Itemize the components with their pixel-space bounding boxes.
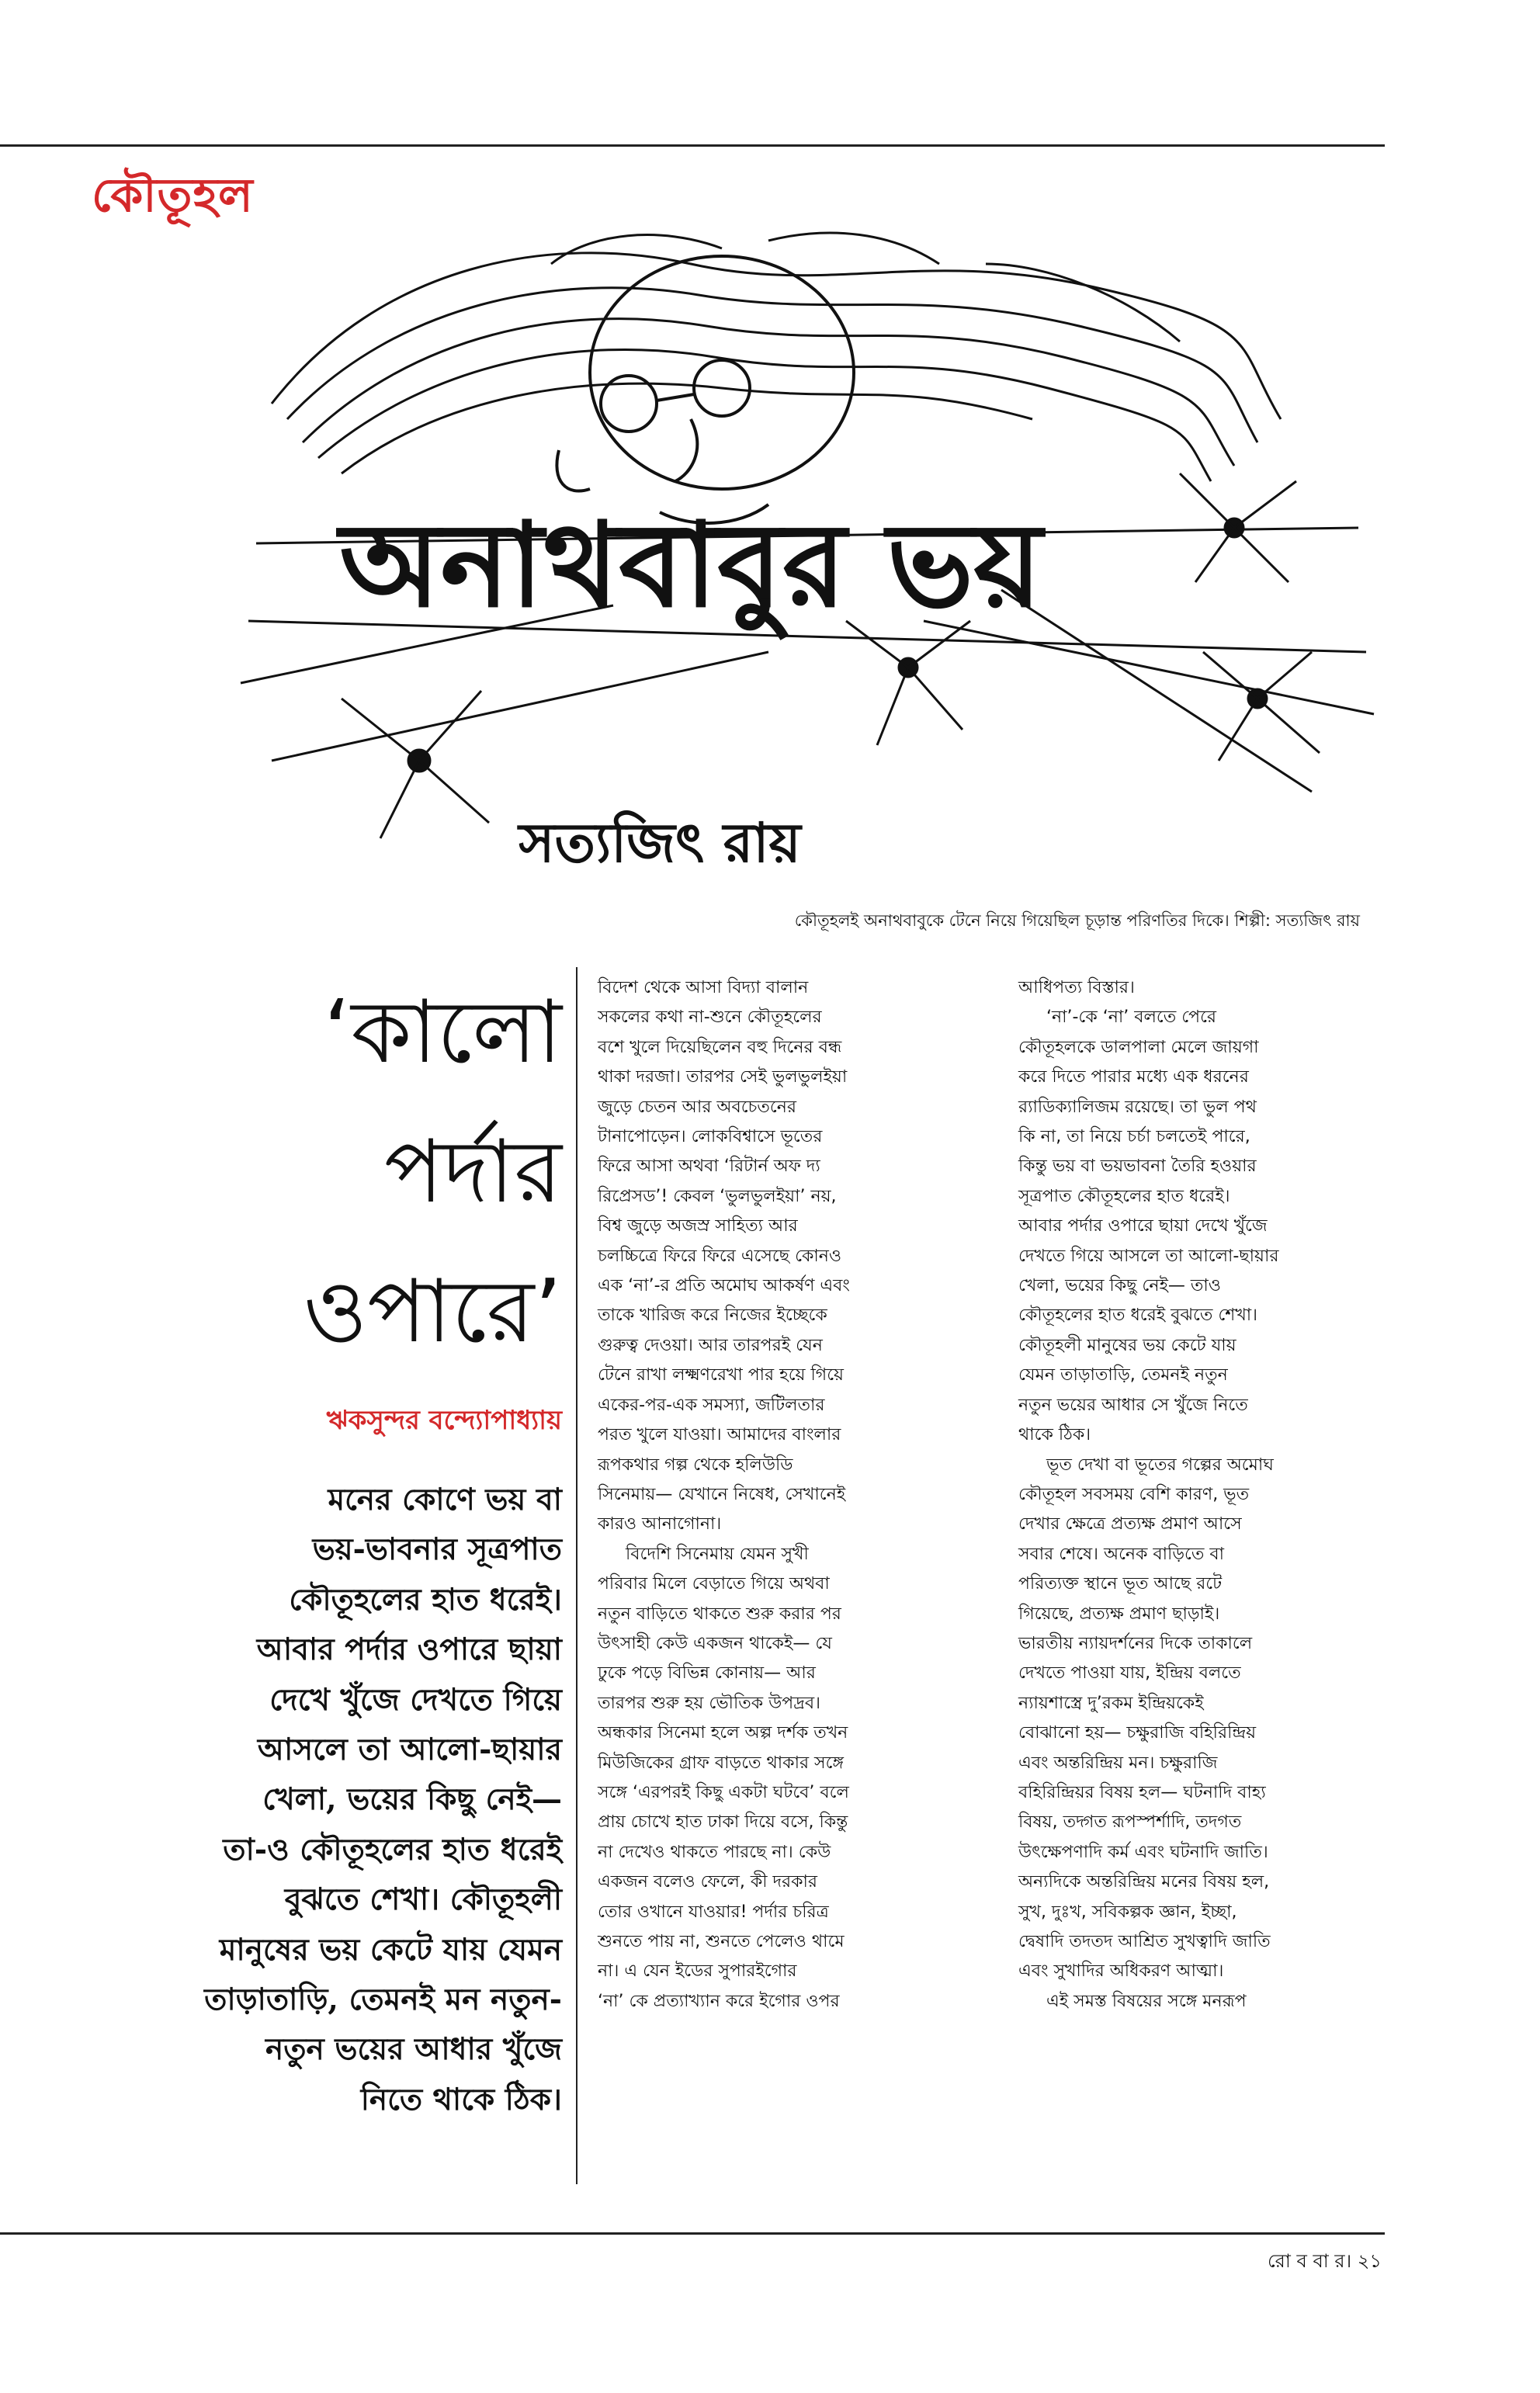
body-line: বশে খুলে দিয়েছিলেন বহু দিনের বন্ধ xyxy=(598,1037,842,1057)
body-line: আধিপত্য বিস্তার। xyxy=(1018,978,1135,997)
body-line: ভূত দেখা বা ভূতের গল্পের অমোঘ xyxy=(1046,1455,1274,1475)
body-line: বিশ্ব জুড়ে অজস্র সাহিত্য আর xyxy=(598,1216,798,1236)
body-line: অন্ধকার সিনেমা হলে অল্প দর্শক তখন xyxy=(598,1723,848,1743)
body-line: কৌতূহলকে ডালপালা মেলে জায়গা xyxy=(1018,1037,1259,1057)
body-line: পরিবার মিলে বেড়াতে গিয়ে অথবা xyxy=(598,1574,830,1594)
body-line: বহিরিন্দ্রিয়র বিষয় হল— ঘটনাদি বাহ্য xyxy=(1018,1782,1266,1802)
body-line: গুরুত্ব দেওয়া। আর তারপরই যেন xyxy=(598,1335,823,1355)
pullquote-line: মনের কোণে ভয় বা xyxy=(328,1482,562,1517)
pullquote-line: নিতে থাকে ঠিক। xyxy=(360,2081,562,2117)
body-line: আবার পর্দার ওপারে ছায়া দেখে খুঁজে xyxy=(1018,1216,1268,1236)
pullquote-line: আসলে তা আলো-ছায়ার xyxy=(257,1732,562,1768)
page-footer: রো ব বা র। ২১ xyxy=(1267,2250,1382,2272)
section-label: কৌতূহল xyxy=(92,168,254,223)
body-line: দেখার ক্ষেত্রে প্রত্যক্ষ প্রমাণ আসে xyxy=(1018,1514,1242,1535)
body-line: না দেখেও থাকতে পারছে না। কেউ xyxy=(598,1842,831,1862)
paragraph xyxy=(1018,1003,1389,1450)
body-line: থাকে ঠিক। xyxy=(1018,1425,1091,1445)
body-line: রূপকথার গল্প থেকে হলিউডি xyxy=(598,1455,793,1475)
pullquote-line: ভয়-ভাবনার সূত্রপাত xyxy=(312,1531,562,1568)
column-divider xyxy=(576,967,578,2184)
pullquote-line: আবার পর্দার ওপারে ছায়া xyxy=(256,1632,562,1668)
body-line: টানাপোড়েন। লোকবিশ্বাসে ভূতের xyxy=(598,1127,823,1147)
body-line: টেনে রাখা লক্ষ্মণরেখা পার হয়ে গিয়ে xyxy=(598,1365,845,1386)
body-line: ঢুকে পড়ে বিভিন্ন কোনায়— আর xyxy=(598,1663,816,1684)
body-line: উৎক্ষেপণাদি কর্ম এবং ঘটনাদি জাতি। xyxy=(1018,1842,1268,1862)
pullquote-line: খেলা, ভয়ের কিছু নেই— xyxy=(262,1781,562,1818)
body-line: তাকে খারিজ করে নিজের ইচ্ছেকে xyxy=(598,1306,827,1326)
body-column-2 xyxy=(1018,973,1389,2017)
headline-line: ‘কালো xyxy=(323,982,562,1083)
body-line: দ্বেষাদি তদতদ আশ্রিত সুখত্বাদি জাতি xyxy=(1018,1932,1271,1951)
body-line: নতুন ভয়ের আধার সে খুঁজে নিতে xyxy=(1018,1395,1248,1415)
body-line: সিনেমায়— যেখানে নিষেধ, সেখানেই xyxy=(598,1484,846,1504)
body-line: মিউজিকের গ্রাফ বাড়তে থাকার সঙ্গে xyxy=(598,1753,845,1773)
pullquote-line: বুঝতে শেখা। কৌতূহলী xyxy=(284,1881,562,1918)
body-line: চলচ্চিত্রে ফিরে ফিরে এসেছে কোনও xyxy=(598,1246,842,1266)
body-line: পরিত্যক্ত স্থানে ভূত আছে রটে xyxy=(1018,1574,1223,1594)
body-line: একজন বলেও ফেলে, কী দরকার xyxy=(598,1872,818,1892)
top-rule xyxy=(0,144,1385,147)
body-line: কৌতূহল সবসময় বেশি কারণ, ভূত xyxy=(1018,1484,1250,1504)
headline-line: ওপারে’ xyxy=(303,1261,562,1362)
body-line: এই সমস্ত বিষয়ের সঙ্গে মনরূপ xyxy=(1046,1991,1247,2011)
body-line: দেখতে পাওয়া যায়, ইন্দ্রিয় বলতে xyxy=(1018,1663,1241,1684)
body-line: খেলা, ভয়ের কিছু নেই— তাও xyxy=(1018,1276,1222,1296)
body-line: ন্যায়শাস্ত্রে দু’রকম ইন্দ্রিয়কেই xyxy=(1018,1693,1204,1713)
body-line: ভারতীয় ন্যায়দর্শনের দিকে তাকালে xyxy=(1018,1633,1253,1653)
pullquote-line: মানুষের ভয় কেটে যায় যেমন xyxy=(219,1931,562,1968)
image-caption: কৌতূহলই অনাথবাবুকে টেনে নিয়ে গিয়েছিল চূড়ান্ত পরিণতির দিকে। শিল্পী: সত্যজিৎ রায় xyxy=(794,911,1360,930)
headline xyxy=(233,962,562,1382)
body-line: নতুন বাড়িতে থাকতে শুরু করার পর xyxy=(598,1604,841,1624)
body-line: ফিরে আসা অথবা ‘রিটার্ন অফ দ্য xyxy=(598,1157,820,1177)
body-column-1 xyxy=(598,973,969,2017)
body-line: সবার শেষে। অনেক বাড়িতে বা xyxy=(1018,1544,1225,1564)
body-line: বিদেশ থেকে আসা বিদ্যা বালান xyxy=(598,978,809,997)
body-line: বিদেশি সিনেমায় যেমন সুখী xyxy=(626,1544,809,1564)
body-line: কি না, তা নিয়ে চর্চা চলতেই পারে, xyxy=(1018,1127,1250,1147)
body-line: তোর ওখানে যাওয়ার! পর্দার চরিত্র xyxy=(598,1902,829,1922)
body-line: করে দিতে পারার মধ্যে এক ধরনের xyxy=(1018,1067,1249,1087)
body-line: জুড়ে চেতন আর অবচেতনের xyxy=(598,1097,796,1117)
paragraph xyxy=(598,1540,969,2017)
paragraph xyxy=(1018,1451,1389,1987)
body-line: একের-পর-এক সমস্যা, জটিলতার xyxy=(598,1395,825,1415)
body-line: এবং সুখাদির অধিকরণ আত্মা। xyxy=(1018,1961,1224,1982)
body-line: দেখতে গিয়ে আসলে তা আলো-ছায়ার xyxy=(1018,1246,1279,1266)
paragraph xyxy=(1018,973,1389,1003)
body-line: থাকা দরজা। তারপর সেই ভুলভুলইয়া xyxy=(598,1067,848,1087)
body-line: ‘না’ কে প্রত্যাখ্যান করে ইগোর ওপর xyxy=(598,1991,840,2011)
body-line: শুনতে পায় না, শুনতে পেলেও থামে xyxy=(598,1932,845,1951)
bottom-rule xyxy=(0,2232,1385,2235)
paragraph xyxy=(1018,1987,1389,2017)
pullquote-line: দেখে খুঁজে দেখতে গিয়ে xyxy=(269,1681,562,1718)
pullquote-line: কৌতূহলের হাত ধরেই। xyxy=(289,1581,562,1618)
body-line: না। এ যেন ইডের সুপারইগোর xyxy=(598,1961,797,1982)
body-line: যেমন তাড়াতাড়ি, তেমনই নতুন xyxy=(1018,1365,1228,1386)
body-line: কৌতূহলী মানুষের ভয় কেটে যায় xyxy=(1018,1335,1237,1355)
body-line: কৌতূহলের হাত ধরেই বুঝতে শেখা। xyxy=(1018,1306,1258,1326)
body-line: কারও আনাগোনা। xyxy=(598,1514,722,1535)
body-line: বোঝানো হয়— চক্ষুরাজি বহিরিন্দ্রিয় xyxy=(1018,1723,1257,1743)
body-line: সকলের কথা না-শুনে কৌতূহলের xyxy=(598,1007,822,1028)
body-line: সঙ্গে ‘এরপরই কিছু একটা ঘটবে’ বলে xyxy=(598,1782,849,1802)
pullquote-line: নতুন ভয়ের আধার খুঁজে xyxy=(265,2031,562,2068)
body-line: এবং অন্তরিন্দ্রিয় মন। চক্ষুরাজি xyxy=(1018,1753,1218,1773)
body-line: অন্যদিকে অন্তরিন্দ্রিয় মনের বিষয় হল, xyxy=(1018,1872,1270,1892)
pullquote-line: তা-ও কৌতূহলের হাত ধরেই xyxy=(223,1831,562,1868)
signature-art: সত্যজিৎ রায় xyxy=(519,811,801,875)
author-byline: ঋকসুন্দর বন্দ্যোপাধ্যায় xyxy=(326,1405,562,1436)
body-line: প্রায় চোখে হাত ঢাকা দিয়ে বসে, কিন্তু xyxy=(598,1812,848,1833)
body-line: ‘না’-কে ‘না’ বলতে পেরে xyxy=(1046,1007,1217,1028)
title-lettering xyxy=(295,498,1071,641)
body-line: গিয়েছে, প্রত্যক্ষ প্রমাণ ছাড়াই। xyxy=(1018,1604,1220,1624)
pullquote xyxy=(115,1475,562,2124)
body-line: রিপ্রেসড’! কেবল ‘ভুলভুলইয়া’ নয়, xyxy=(598,1186,837,1206)
headline-line: পর্দার xyxy=(384,1122,562,1223)
pullquote-line: তাড়াতাড়ি, তেমনই মন নতুন- xyxy=(204,1982,562,2018)
body-line: উৎসাহী কেউ একজন থাকেই— যে xyxy=(598,1633,832,1653)
body-line: কিন্তু ভয় বা ভয়ভাবনা তৈরি হওয়ার xyxy=(1018,1157,1257,1177)
body-line: সূত্রপাত কৌতূহলের হাত ধরেই। xyxy=(1018,1186,1230,1206)
title-art-text: অনাথবাবুর ভয় xyxy=(339,498,1042,633)
body-line: র‍্যাডিক্যালিজম রয়েছে। তা ভুল পথ xyxy=(1018,1097,1257,1117)
body-line: পরত খুলে যাওয়া। আমাদের বাংলার xyxy=(598,1425,841,1445)
body-line: তারপর শুরু হয় ভৌতিক উপদ্রব। xyxy=(598,1693,820,1713)
body-line: বিষয়, তদ্গত রূপস্পর্শাদি, তদগত xyxy=(1018,1812,1242,1833)
body-line: এক ‘না’-র প্রতি অমোঘ আকর্ষণ এবং xyxy=(598,1276,850,1296)
body-line: সুখ, দুঃখ, সবিকল্পক জ্ঞান, ইচ্ছা, xyxy=(1018,1902,1237,1922)
paragraph xyxy=(598,973,969,1540)
illustration xyxy=(225,217,1389,900)
